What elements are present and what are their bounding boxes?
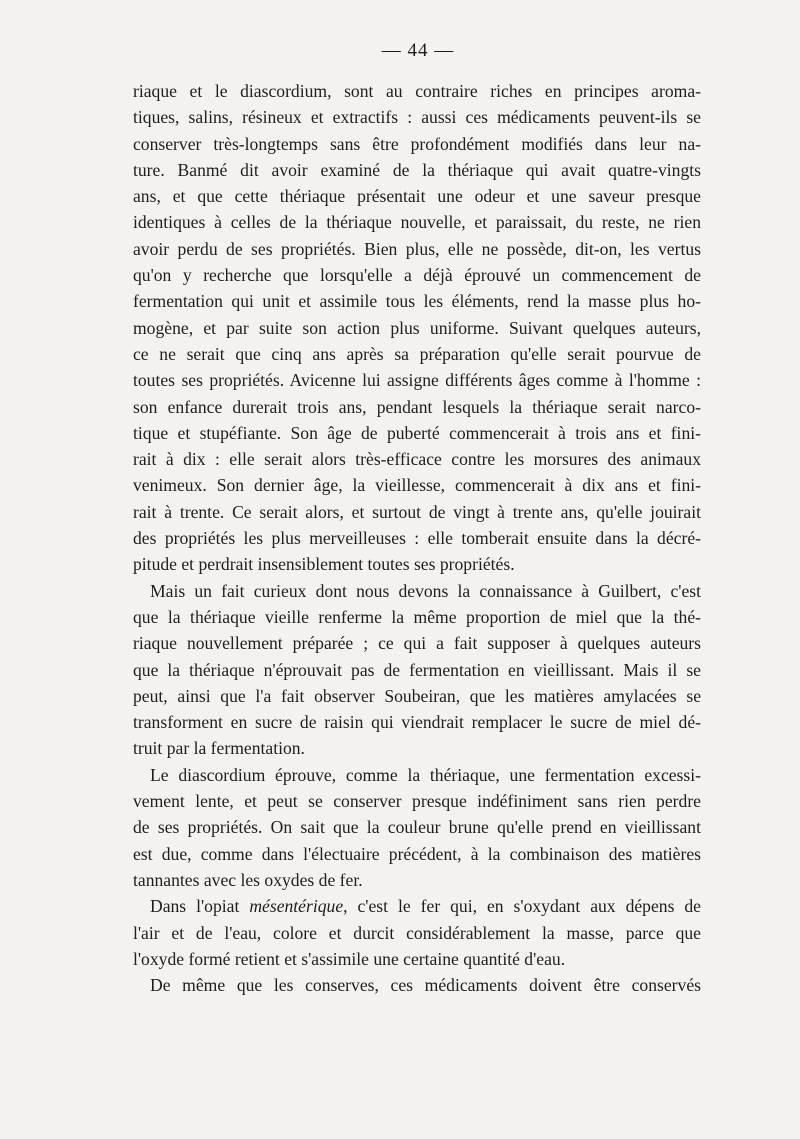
text-line: rait à dix : elle serait alors très-efficace contre les morsures des animaux (133, 449, 701, 470)
text-line: vement lente, et peut se conserver presque indéfiniment sans rien perdre (133, 791, 701, 812)
text-line: rait à trente. Ce serait alors, et surtout de vingt à trente ans, qu'elle jouirait (133, 501, 701, 522)
paragraph (133, 972, 701, 998)
text-line: ans, et que cette thériaque présentait une odeur et une saveur presque (133, 186, 701, 207)
text-line: l'oxyde formé retient et s'assimile une certaine quantité d'eau. (133, 948, 566, 969)
text-run: , c'est le fer qui, en s'oxydant aux dépens de (343, 896, 701, 917)
text-line: identiques à celles de la thériaque nouvelle, et paraissait, du reste, ne rien (133, 212, 701, 233)
text-run: Dans l'opiat (150, 896, 250, 917)
text-line: de ses propriétés. On sait que la couleur brune qu'elle prend en vieillissant (133, 817, 701, 838)
text-line: conserver très-longtemps sans être profondément modifiés dans leur na- (133, 133, 701, 154)
text-line: tannantes avec les oxydes de fer. (133, 869, 363, 890)
text-line: Le diascordium éprouve, comme la thériaque, une fermentation excessi- (150, 764, 701, 785)
text-line: Mais un fait curieux dont nous devons la connaissance à Guilbert, c'est (150, 580, 701, 601)
text-line: De même que les conserves, ces médicaments doivent être conservés (150, 975, 701, 996)
page-number: — 44 — (381, 40, 455, 61)
text-line: mogène, et par suite son action plus uniforme. Suivant quelques auteurs, (133, 317, 701, 338)
text-line: toutes ses propriétés. Avicenne lui assigne différents âges comme à l'homme : (133, 370, 701, 391)
text-line: peut, ainsi que l'a fait observer Soubeiran, que les matières amylacées se (133, 685, 701, 706)
text-line: son enfance durerait trois ans, pendant lesquels la thériaque serait narco- (133, 396, 701, 417)
body-text (133, 78, 701, 998)
text-line: truit par la fermentation. (133, 738, 305, 759)
text-line: tiques, salins, résineux et extractifs : aussi ces médicaments peuvent-ils se (133, 107, 701, 128)
text-line: fermentation qui unit et assimile tous les éléments, rend la masse plus ho- (133, 291, 701, 312)
paragraph (133, 578, 701, 762)
text-line: transforment en sucre de raisin qui viendrait remplacer le sucre de miel dé- (133, 712, 701, 733)
text-line: des propriétés les plus merveilleuses : elle tomberait ensuite dans la décré- (133, 528, 701, 549)
text-line: pitude et perdrait insensiblement toutes ses propriétés. (133, 554, 515, 575)
text-line: qu'on y recherche que lorsqu'elle a déjà éprouvé un commencement de (133, 265, 701, 286)
paragraph (133, 893, 701, 972)
text-line: avoir perdu de ses propriétés. Bien plus, elle ne possède, dit-on, les vertus (133, 238, 701, 259)
text-line: riaque nouvellement préparée ; ce qui a fait supposer à quelques auteurs (133, 633, 701, 654)
text-line: est due, comme dans l'électuaire précédent, à la combinaison des matières (133, 843, 701, 864)
text-line: ture. Banmé dit avoir examiné de la thériaque qui avait quatre-vingts (133, 159, 701, 180)
text-line: venimeux. Son dernier âge, la vieillesse, commencerait à dix ans et fini- (133, 475, 701, 496)
italic-term: mésentérique (249, 896, 344, 917)
text-line: que la thériaque n'éprouvait pas de fermentation en vieillissant. Mais il se (133, 659, 701, 680)
text-line: que la thériaque vieille renferme la même proportion de miel que la thé- (133, 606, 701, 627)
paragraph (133, 762, 701, 893)
paragraph (133, 78, 701, 578)
text-line: ce ne serait que cinq ans après sa préparation qu'elle serait pourvue de (133, 343, 701, 364)
text-line: riaque et le diascordium, sont au contraire riches en principes aroma- (133, 81, 701, 101)
text-line (133, 893, 701, 919)
text-line: l'air et de l'eau, colore et durcit considérablement la masse, parce que (133, 922, 701, 943)
text-line: tique et stupéfiante. Son âge de puberté commencerait à trois ans et fini- (133, 422, 701, 443)
